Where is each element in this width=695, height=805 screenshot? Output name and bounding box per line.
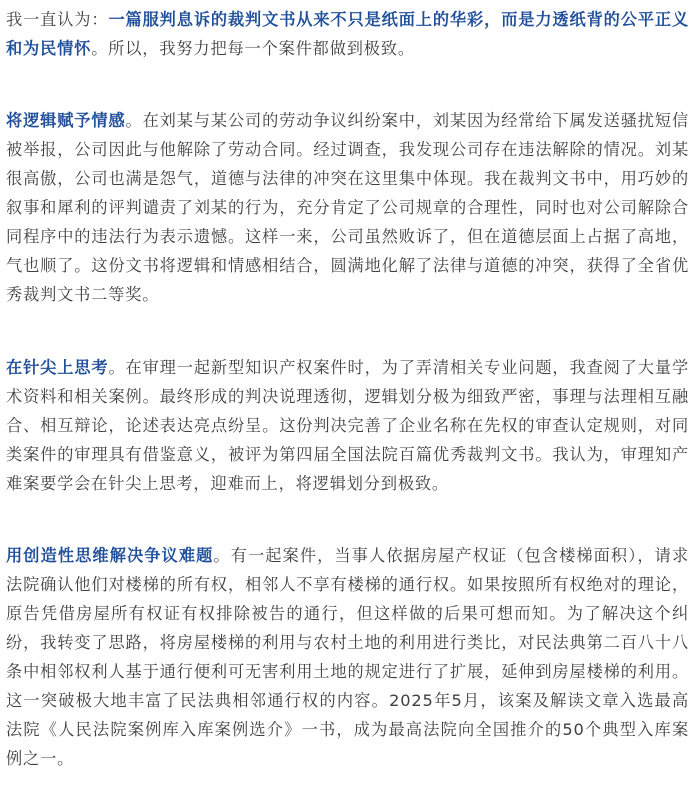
paragraph-needle-tip — [6, 353, 689, 498]
paragraph-intro — [6, 0, 689, 63]
article-body — [6, 0, 689, 773]
paragraph-intro-pre: 我一直认为： — [6, 10, 109, 29]
paragraph-logic-emotion-text: 。在刘某与某公司的劳动争议纠纷案中，刘某因为经常给下属发送骚扰短信被举报，公司因此与他解除了劳动合同。经过调查，我发现公司存在违法解除的情况。刘某很高傲，公司也满是怨气，道德与法律的冲突在这里集中体现。我在裁判文书中，用巧妙的叙事和犀利的评判谴责了刘某的行为，充分肯定了公司规章的合理性，同时也对公司解除合同程序中的违法行为表示遗憾。这样一来，公司虽然败诉了，但在道德层面上占据了高地，气也顺了。这份文书将逻辑和情感相结合，圆满地化解了法律与道德的冲突，获得了全省优秀裁判文书二等奖。 — [6, 111, 689, 304]
paragraph-creative-thinking-lead: 用创造性思维解决争议难题 — [6, 546, 214, 565]
paragraph-needle-tip-text: 。在审理一起新型知识产权案件时，为了弄清相关专业问题，我查阅了大量学术资料和相关案例。最终形成的判决说理透彻，逻辑划分极为细致严密，事理与法理相互融合、相互辩论，论述表达亮点纷呈。这份判决完善了企业名称在先权的审查认定规则，对同类案件的审理具有借鉴意义，被评为第四届全国法院百篇优秀裁判文书。我认为，审理知产难案要学会在针尖上思考，迎难而上，将逻辑划分到极致。 — [6, 358, 689, 493]
paragraph-logic-emotion — [6, 106, 689, 309]
paragraph-creative-thinking — [6, 541, 689, 773]
paragraph-intro-text: 。所以，我努力把每一个案件都做到极致。 — [91, 39, 415, 58]
paragraph-needle-tip-lead: 在针尖上思考 — [6, 358, 109, 377]
paragraph-intro-lead: 一篇服判息诉的裁判文书从来不只是纸面上的华彩，而是力透纸背的公平正义和为民情怀 — [6, 10, 689, 58]
paragraph-logic-emotion-lead: 将逻辑赋予情感 — [6, 111, 126, 130]
paragraph-creative-thinking-text: 。有一起案件，当事人依据房屋产权证（包含楼梯面积），请求法院确认他们对楼梯的所有权，相邻人不享有楼梯的通行权。如果按照所有权绝对的理论，原告凭借房屋所有权证有权排除被告的通行，但这样做的后果可想而知。为了解决这个纠纷，我转变了思路，将房屋楼梯的利用与农村土地的利用进行类比，对民法典第二百八十八条中相邻权利人基于通行便利可无害利用土地的规定进行了扩展，延伸到房屋楼梯的利用。这一突破极大地丰富了民法典相邻通行权的内容。2025年5月，该案及解读文章入选最高法院《人民法院案例库入库案例选介》一书，成为最高法院向全国推介的50个典型入库案例之一。 — [6, 546, 689, 768]
